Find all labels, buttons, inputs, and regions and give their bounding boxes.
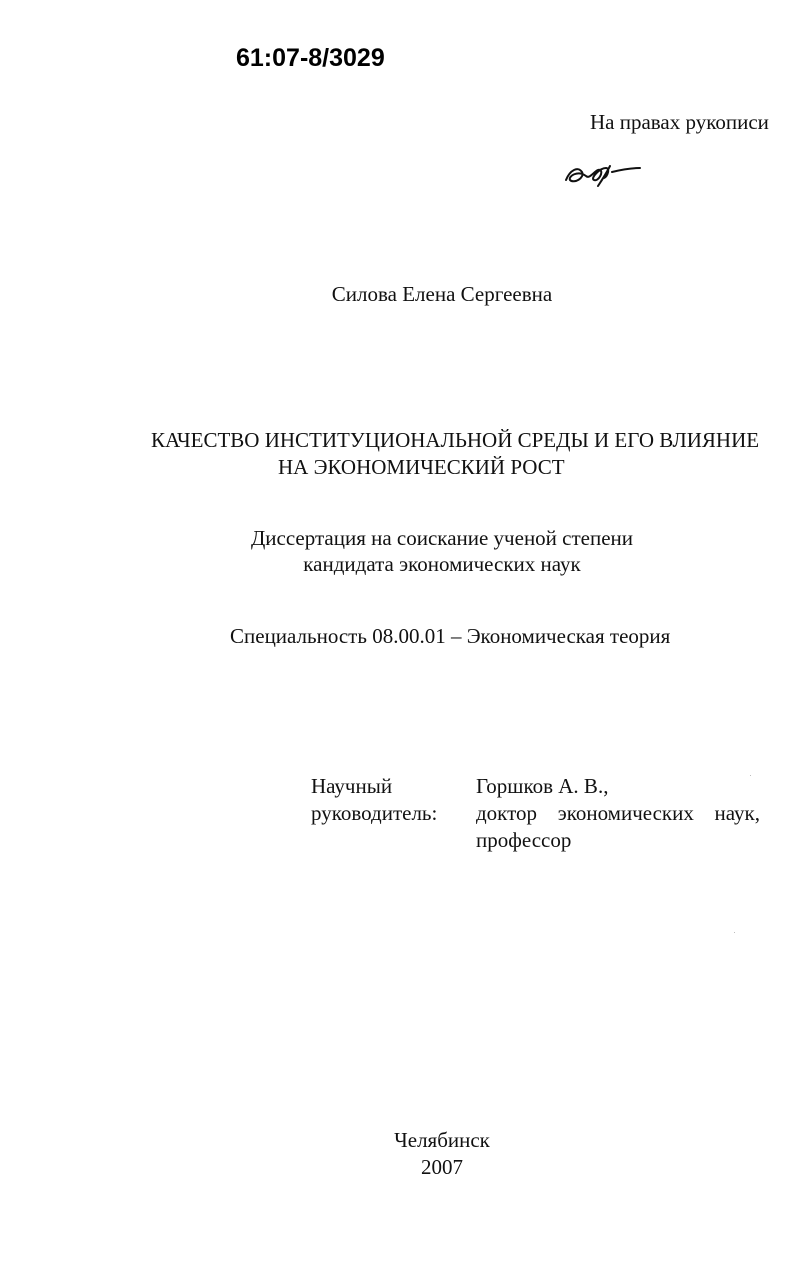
supervisor-degree-word: наук, [714,801,760,825]
degree-line-2: кандидата экономических наук [303,552,581,576]
supervisor-degree [476,800,760,827]
supervisor-label-line-2: руководитель: [311,801,438,825]
supervisor-label-line-1: Научный [311,774,393,798]
dissertation-title-line-2: НА ЭКОНОМИЧЕСКИЙ РОСТ [278,455,565,479]
rights-notice: На правах рукописи [590,110,769,134]
supervisor-name: Горшков А. В., [476,774,609,798]
supervisor-degree-word: доктор [476,801,538,825]
supervisor-degree-word: экономических [557,801,694,825]
degree-line-1: Диссертация на соискание ученой степени [250,526,634,550]
handwritten-signature [560,156,650,192]
scan-speck [734,932,735,933]
scan-speck [750,775,751,776]
catalog-code: 61:07-8/3029 [236,44,385,72]
supervisor-label [311,773,437,827]
dissertation-title-line-1: КАЧЕСТВО ИНСТИТУЦИОНАЛЬНОЙ СРЕДЫ И ЕГО ВЛИЯНИЕ [151,428,760,452]
year: 2007 [421,1155,463,1179]
city: Челябинск [394,1128,490,1152]
supervisor-rank: профессор [476,828,572,852]
specialty: Специальность 08.00.01 – Экономическая теория [230,624,671,648]
supervisor-info [476,773,760,854]
author-name: Силова Елена Сергеевна [331,282,553,306]
